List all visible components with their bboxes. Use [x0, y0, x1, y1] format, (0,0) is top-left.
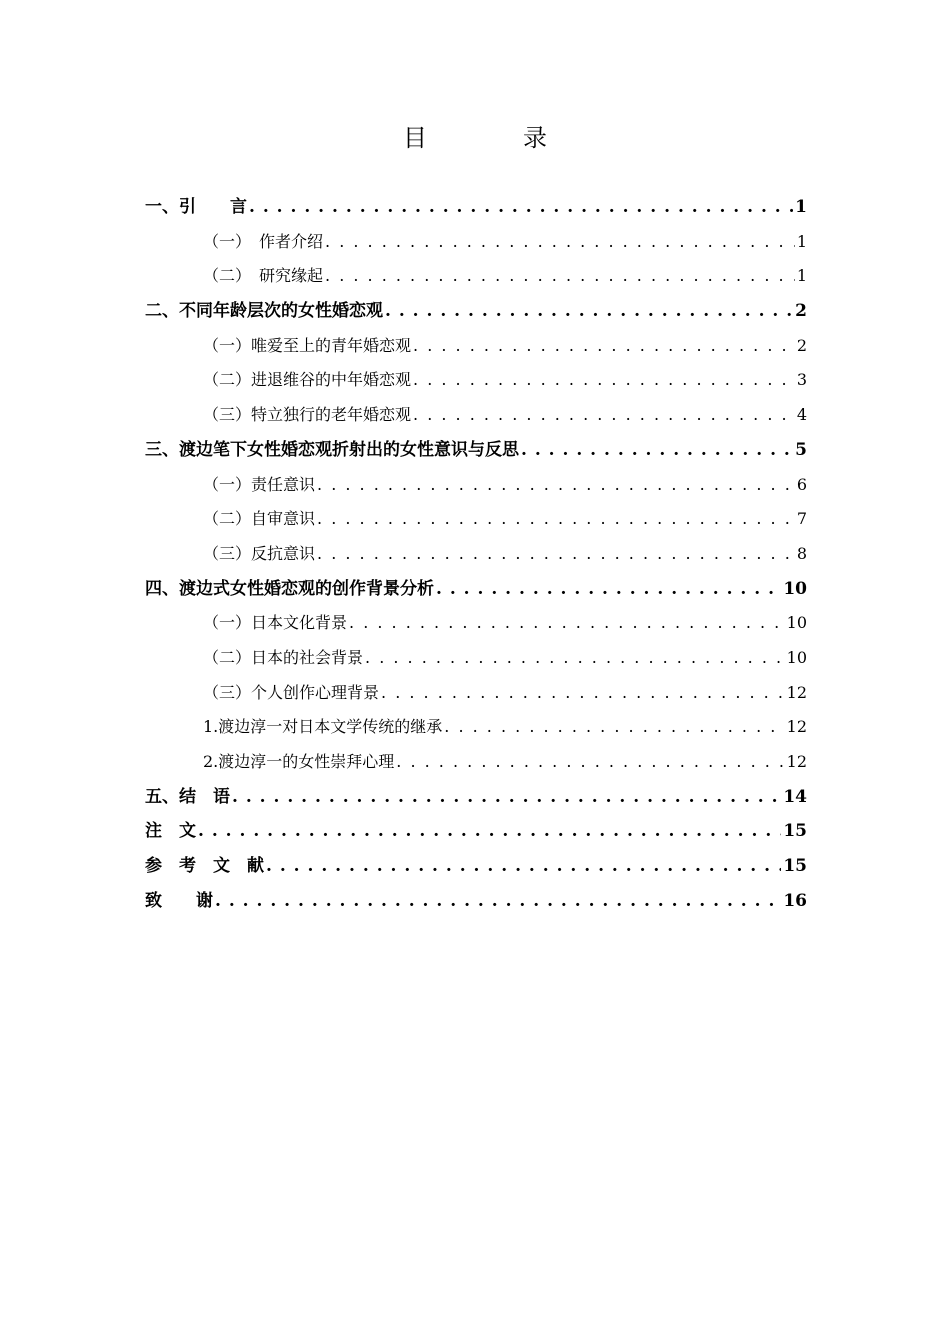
toc-leader-dots: [215, 884, 781, 919]
toc-page-number: 2: [795, 301, 807, 322]
toc-entry-label: （三）特立独行的老年婚恋观: [203, 405, 412, 425]
toc-entry-chapter[interactable]: [145, 884, 807, 919]
toc-leader-dots: [413, 398, 795, 433]
toc-entry-label: （二）自审意识: [203, 509, 316, 529]
toc-entry-chapter[interactable]: [145, 849, 807, 884]
toc-page-number: 8: [796, 543, 807, 563]
toc-entry-chapter[interactable]: [145, 814, 807, 849]
toc-entry-label: （三）反抗意识: [203, 543, 316, 563]
toc-leader-dots: [249, 190, 793, 225]
toc-leader-dots: [385, 294, 793, 329]
toc-entry-section[interactable]: [145, 641, 807, 676]
toc-page-number: 1: [795, 197, 807, 217]
toc-entry-section[interactable]: [145, 468, 807, 503]
toc-entry-label: 三、渡边笔下女性婚恋观折射出的女性意识与反思: [145, 439, 519, 460]
toc-page-number: 5: [795, 439, 807, 460]
toc-entry-section[interactable]: [145, 710, 807, 745]
toc-entry-chapter[interactable]: [145, 433, 807, 468]
toc-leader-dots: [317, 502, 795, 537]
toc-page-number: 12: [786, 752, 807, 771]
toc-leader-dots: [381, 676, 785, 711]
toc-leader-dots: [317, 468, 795, 503]
toc-leader-dots: [266, 849, 781, 884]
toc-entry-chapter[interactable]: [145, 294, 807, 329]
toc-page-number: 14: [783, 786, 807, 807]
toc-entry-section[interactable]: [145, 398, 807, 433]
toc-page-number: 15: [783, 821, 807, 842]
toc-page-number: 10: [786, 613, 807, 633]
toc-entry-label: 2.渡边淳一的女性崇拜心理: [203, 752, 395, 771]
toc-page-number: 16: [783, 890, 807, 911]
toc-entry-label: （一）日本文化背景: [203, 613, 348, 633]
toc-entry-section[interactable]: [145, 363, 807, 398]
toc-page-number: 15: [783, 856, 807, 877]
toc-leader-dots: [396, 745, 784, 780]
toc-leader-dots: [325, 259, 795, 294]
toc-leader-dots: [521, 433, 793, 468]
toc-entry-section[interactable]: [145, 225, 807, 260]
toc-entry-chapter[interactable]: [145, 780, 807, 815]
toc-entry-label: （二）日本的社会背景: [203, 647, 364, 667]
toc-entry-label: 五、结 语: [145, 786, 230, 807]
toc-entry-label: 参 考 文 献: [145, 856, 264, 877]
toc-leader-dots: [198, 814, 781, 849]
toc-leader-dots: [413, 329, 795, 364]
toc-leader-dots: [413, 363, 795, 398]
toc-page-number: 1: [796, 266, 807, 286]
toc-entry-label: 四、渡边式女性婚恋观的创作背景分析: [145, 578, 434, 599]
toc-leader-dots: [317, 537, 795, 572]
toc-page-number: 12: [786, 682, 807, 702]
toc-entry-label: 1.渡边淳一对日本文学传统的继承: [203, 717, 443, 737]
toc-entry-label: 致 谢: [145, 890, 213, 911]
toc-entry-section[interactable]: [145, 537, 807, 572]
toc-entry-label: （一）唯爱至上的青年婚恋观: [203, 335, 412, 355]
toc-page-number: 10: [786, 647, 807, 667]
toc-entry-label: 二、不同年龄层次的女性婚恋观: [145, 301, 383, 322]
toc-entry-section[interactable]: [145, 745, 807, 780]
toc-page-number: 7: [796, 509, 807, 529]
toc-entry-label: （三）个人创作心理背景: [203, 682, 380, 702]
toc-leader-dots: [444, 710, 784, 745]
toc-page-number: 3: [796, 370, 807, 390]
toc-entry-label: （一）责任意识: [203, 474, 316, 494]
toc-leader-dots: [349, 606, 785, 641]
toc-entry-label: （二）进退维谷的中年婚恋观: [203, 370, 412, 390]
toc-page-number: 10: [783, 578, 807, 599]
table-of-contents: [145, 190, 807, 918]
toc-page-number: 1: [796, 231, 807, 251]
toc-entry-label: （二） 研究缘起: [203, 266, 324, 286]
toc-leader-dots: [232, 780, 781, 815]
toc-title: 目 录: [403, 124, 583, 152]
toc-entry-section[interactable]: [145, 502, 807, 537]
toc-page-number: 12: [786, 717, 807, 737]
toc-entry-chapter[interactable]: [145, 190, 807, 225]
toc-leader-dots: [365, 641, 785, 676]
toc-entry-section[interactable]: [145, 606, 807, 641]
toc-page-number: 2: [796, 335, 807, 355]
toc-entry-section[interactable]: [145, 676, 807, 711]
toc-entry-label: 一、引 言: [145, 197, 247, 217]
toc-leader-dots: [436, 572, 781, 607]
toc-entry-section[interactable]: [145, 259, 807, 294]
toc-page-number: 4: [796, 405, 807, 425]
toc-entry-chapter[interactable]: [145, 572, 807, 607]
toc-page-number: 6: [796, 474, 807, 494]
toc-entry-label: （一） 作者介绍: [203, 231, 324, 251]
toc-leader-dots: [325, 225, 795, 260]
toc-entry-label: 注 文: [145, 821, 196, 842]
toc-entry-section[interactable]: [145, 329, 807, 364]
